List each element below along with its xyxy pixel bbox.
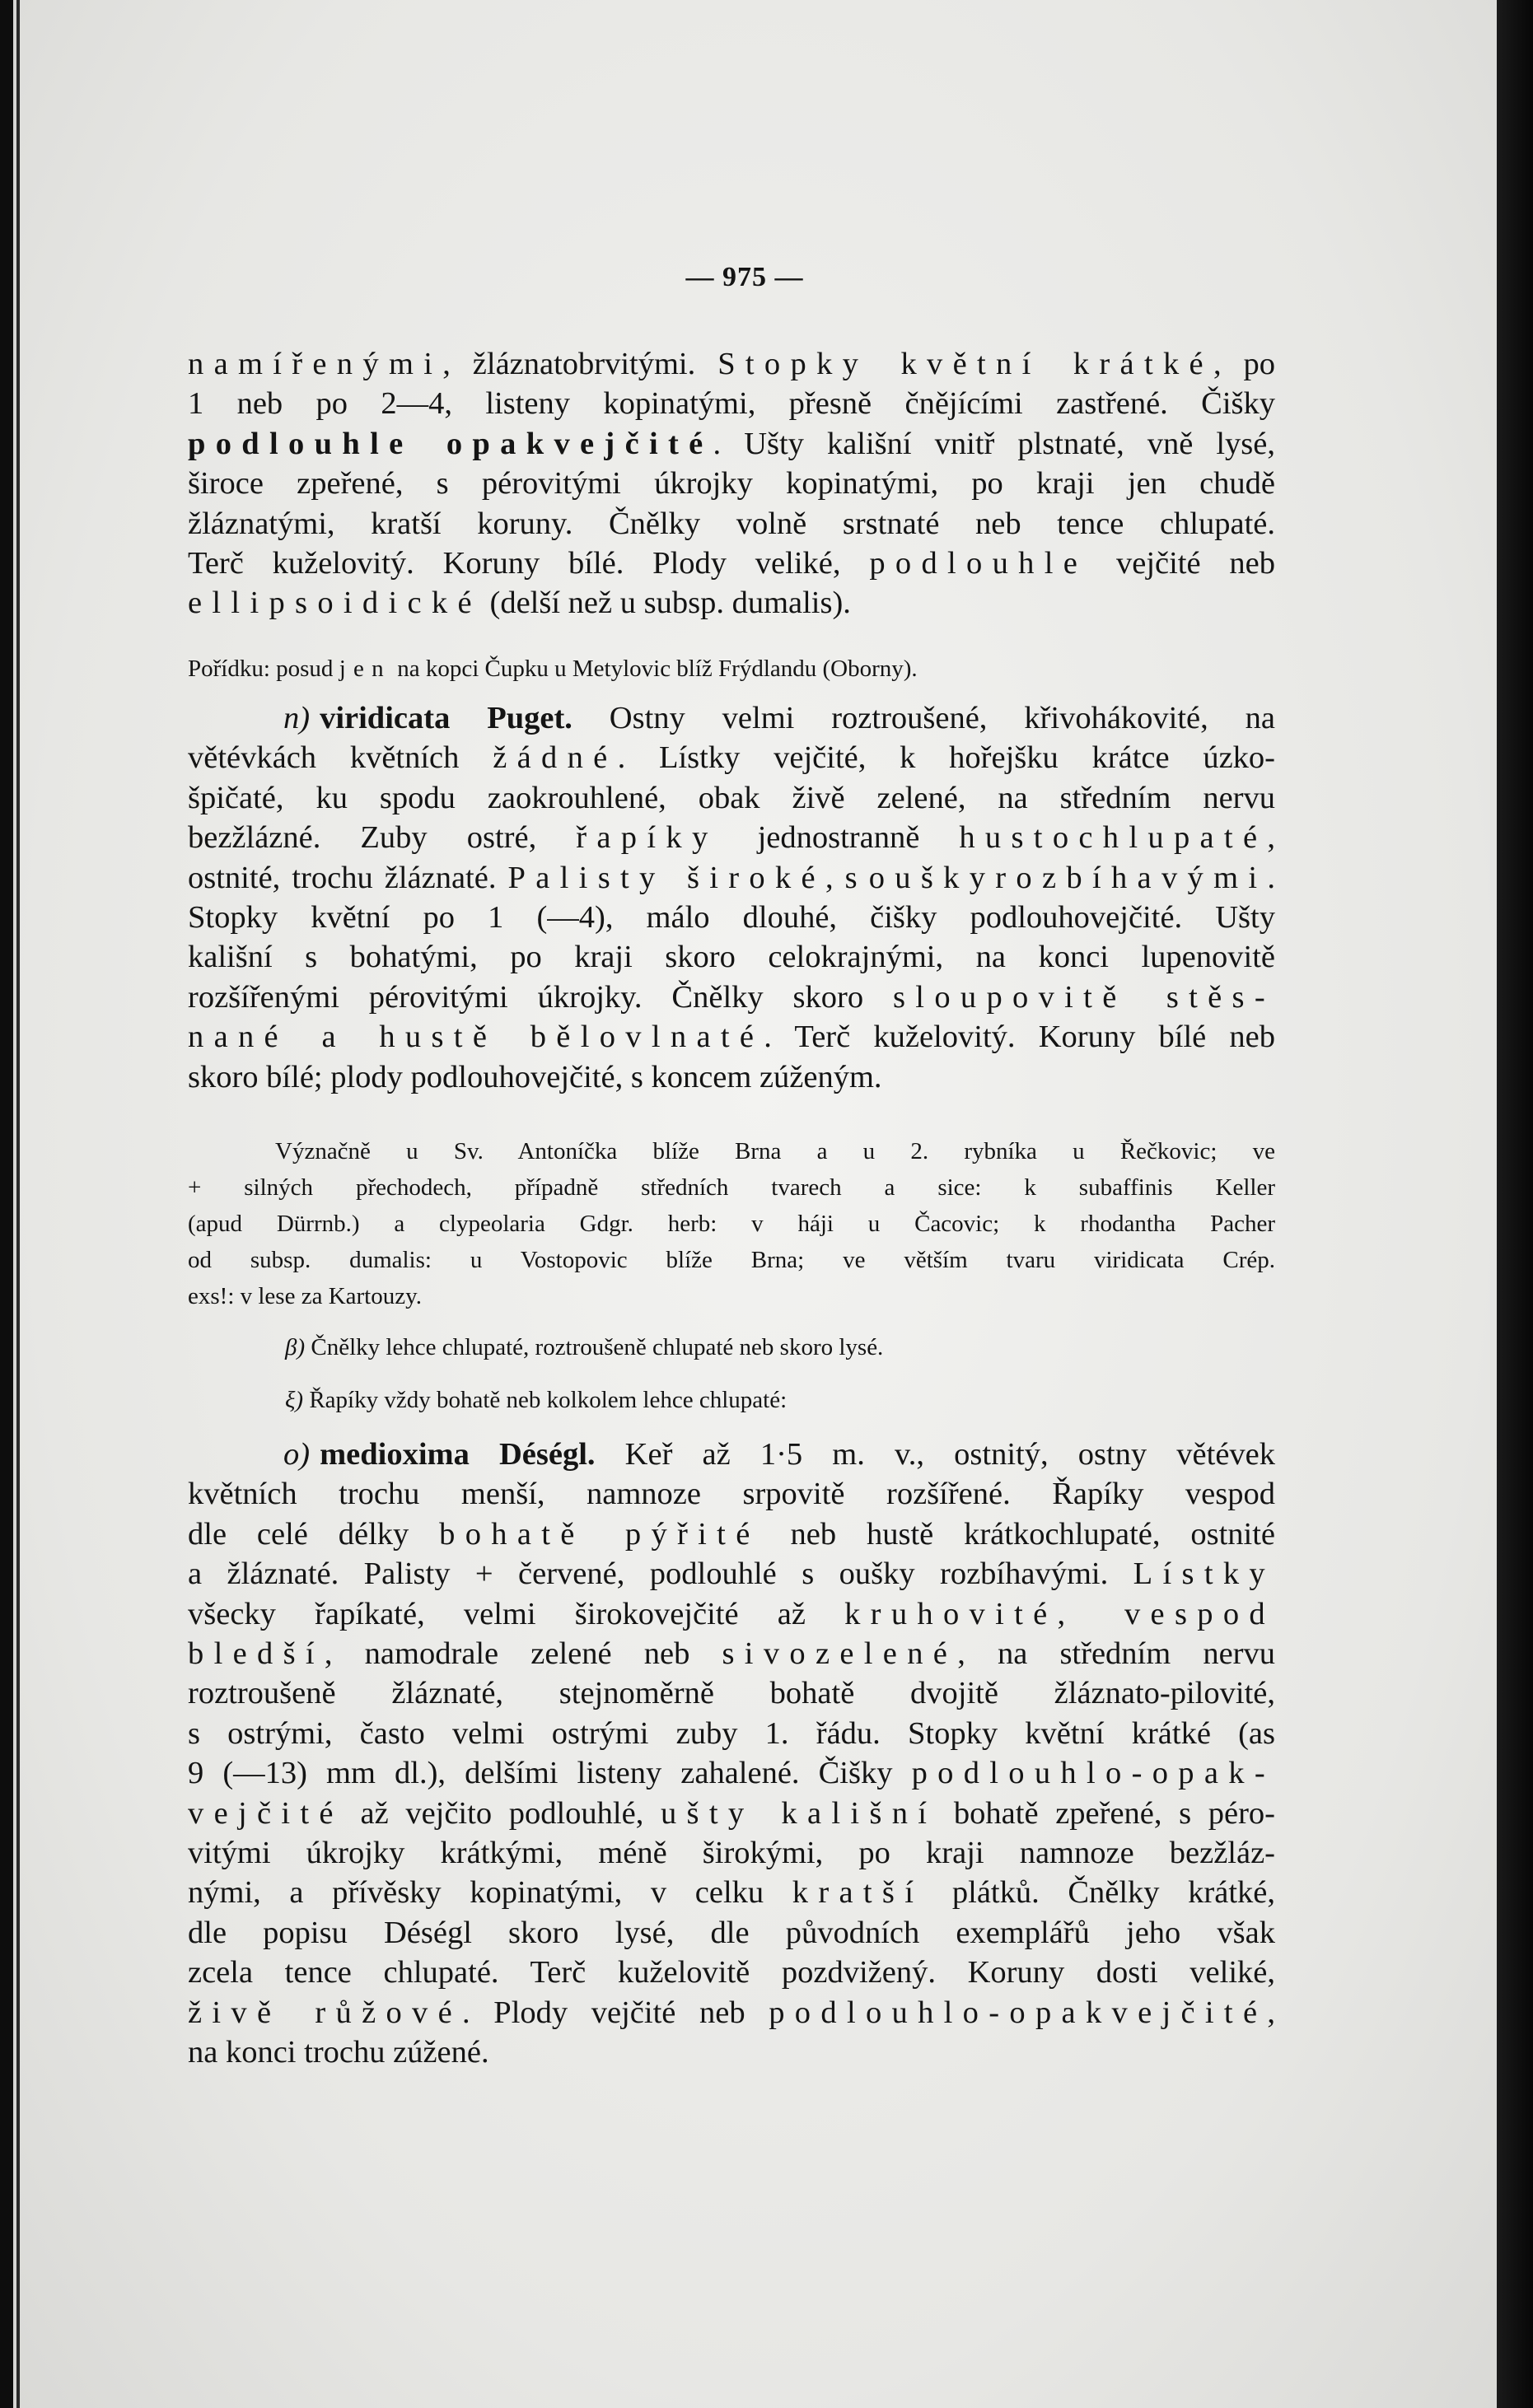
paragraph-viridicata: [188, 698, 1275, 1097]
text-line: 9 (—13) mm dl.), delšími listeny zahalené. Čišky podlouhlo-opak-: [188, 1756, 1275, 1791]
text-line: a žláznaté. Palisty + červené, podlouhlé s oušky rozbíhavými. Lístky: [188, 1556, 1275, 1592]
text-line: nané a hustě bělovlnaté. Terč kuželovitý. Koruny bílé neb: [188, 1020, 1276, 1055]
text-line: květních trochu menší, namnoze srpovitě rozšířené. Řapíky vespod: [188, 1477, 1275, 1512]
text-line: široce zpeřené, s pérovitými úkrojky kopinatými, po kraji jen chudě: [188, 466, 1275, 502]
range-note: [188, 651, 1275, 687]
page-number: — 975 —: [685, 262, 804, 292]
text-line: Význačně u Sv. Antoníčka blíže Brna a u 2. rybníka u Řečkovic; ve: [275, 1138, 1275, 1164]
text-line: bledší, namodrale zelené neb sivozelené, na středním nervu: [188, 1636, 1275, 1672]
text-line: ξ) Řapíky vždy bohatě neb kolkolem lehce chlupaté:: [285, 1387, 788, 1413]
text-line: žláznatými, kratší koruny. Čnělky volně srstnaté neb tence chlupaté.: [188, 506, 1275, 541]
text-line: kališní s bohatými, po kraji skoro celokrajnými, na konci lupenovitě: [188, 940, 1275, 975]
text-line: podlouhle opakvejčité. Ušty kališní vnitř plstnaté, vně lysé,: [188, 426, 1275, 461]
text-line: ellipsoidické (delší než u subsp. dumalis).: [188, 586, 851, 621]
text-line: rozšířenými pérovitými úkrojky. Čnělky skoro sloupovitě stěs-: [188, 979, 1275, 1015]
text-line: + silných přechodech, případně středních tvarech a sice: k subaffinis Keller: [188, 1174, 1275, 1201]
text-line: špičaté, ku spodu zaokrouhlené, obak živě zelené, na středním nervu: [188, 780, 1275, 815]
text-line: živě růžové. Plody vejčité neb podlouhlo-opakvejčité,: [188, 1995, 1275, 2030]
book-page: [20, 0, 1497, 2408]
text-line: dle popisu Déségl skoro lysé, dle původních exemplářů jeho však: [188, 1915, 1275, 1950]
scan-border-left: [0, 0, 13, 2408]
text-line: Pořídku: posud jen na kopci Čupku u Metylovic blíž Frýdlandu (Oborny).: [188, 656, 918, 682]
text-line: namířenými, žláznatobrvitými. Stopky květní krátké, po: [188, 347, 1276, 381]
scan-border-right: [1497, 0, 1533, 2408]
note-beta: [188, 1329, 1275, 1365]
text-line: větévkách květních žádné. Lístky vejčité, k hořejšku krátce úzko-: [188, 740, 1276, 776]
text-line: β) Čnělky lehce chlupaté, roztroušeně chlupaté neb skoro lysé.: [285, 1334, 884, 1360]
text-line: o) medioxima Déségl. Keř až 1·5 m. v., ostnitý, ostny větévek: [283, 1437, 1275, 1472]
text-line: n) viridicata Puget. Ostny velmi roztroušené, křivohákovité, na: [283, 701, 1275, 735]
paragraph-description: [188, 344, 1275, 623]
text-line: skoro bílé; plody podlouhovejčité, s koncem zúženým.: [188, 1059, 882, 1094]
text-line: bezžlázné. Zuby ostré, řapíky jednostranně hustochlupaté,: [188, 820, 1275, 856]
text-line: nými, a přívěsky kopinatými, v celku kratší plátků. Čnělky krátké,: [188, 1875, 1275, 1911]
text-line: s ostrými, často velmi ostrými zuby 1. řádu. Stopky květní krátké (as: [188, 1715, 1275, 1751]
text-line: Terč kuželovitý. Koruny bílé. Plody veliké, podlouhle vejčité neb: [188, 546, 1275, 581]
text-line: zcela tence chlupaté. Terč kuželovitě pozdvižený. Koruny dosti veliké,: [188, 1955, 1275, 1990]
range-note-distribution: [188, 1133, 1275, 1314]
text-line: na konci trochu zúžené.: [188, 2035, 489, 2070]
text-line: od subsp. dumalis: u Vostopovic blíže Brna; ve větším tvaru viridicata Crép.: [188, 1247, 1275, 1273]
text-line: dle celé délky bohatě pýřité neb hustě krátkochlupaté, ostnité: [188, 1516, 1276, 1552]
note-xi: [188, 1382, 1275, 1418]
text-line: (apud Dürrnb.) a clypeolaria Gdgr. herb: v háji u Čacovic; k rhodantha Pacher: [188, 1211, 1275, 1237]
text-line: exs!: v lese za Kartouzy.: [188, 1283, 422, 1309]
text-line: ostnité, trochu žláznaté. Palisty široké, s ouškyrozbíhavými.: [188, 860, 1276, 895]
paragraph-medioxima: [188, 1435, 1275, 2073]
text-line: všecky řapíkaté, velmi širokovejčité až kruhovité, vespod: [188, 1596, 1275, 1631]
text-line: vitými úkrojky krátkými, méně širokými, po kraji namnoze bezžláz-: [188, 1836, 1275, 1871]
text-line: vejčité až vejčito podlouhlé, ušty kališní bohatě zpeřené, s péro-: [188, 1795, 1275, 1831]
text-line: roztroušeně žláznaté, stejnoměrně bohatě dvojitě žláznato-pilovité,: [188, 1676, 1275, 1711]
text-line: Stopky květní po 1 (—4), málo dlouhé, čišky podlouhovejčité. Ušty: [188, 900, 1275, 936]
text-line: 1 neb po 2—4, listeny kopinatými, přesně čnějícími zastřené. Čišky: [188, 386, 1275, 422]
